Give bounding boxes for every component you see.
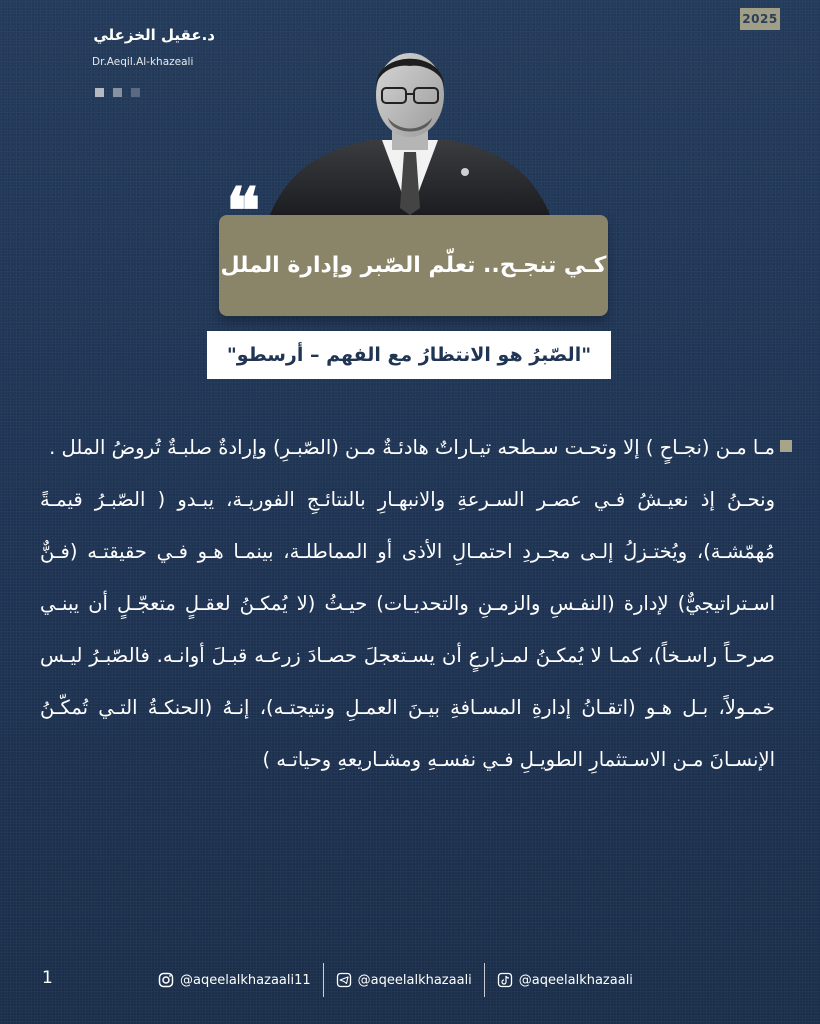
instagram-icon bbox=[158, 972, 174, 988]
dot bbox=[113, 88, 122, 97]
tiktok-handle: @aqeelalkhazaali bbox=[518, 972, 633, 988]
tiktok-icon bbox=[497, 972, 513, 988]
body-paragraph-1: مـا مـن (نجـاحٍ ) إلا وتحـت سـطحه تيـاراتٌ هادئـةٌ مـن (الصّبـرِ) وإرادةٌ صلبـةٌ تُروضُ الملل . bbox=[49, 436, 775, 459]
title-banner bbox=[219, 215, 608, 316]
instagram-link[interactable] bbox=[158, 972, 311, 988]
dot bbox=[131, 88, 140, 97]
author-name-arabic: د.عقيل الخزعلي bbox=[93, 26, 215, 44]
article-title: كـي تنجـح.. تعلّم الصّبر وإدارة الملل bbox=[220, 253, 607, 278]
instagram-handle: @aqeelalkhazaali11 bbox=[180, 972, 311, 988]
tiktok-link[interactable] bbox=[497, 972, 633, 988]
divider bbox=[484, 963, 485, 997]
author-portrait bbox=[270, 40, 550, 220]
decorative-dots bbox=[95, 88, 140, 97]
social-links bbox=[158, 962, 678, 998]
telegram-link[interactable] bbox=[336, 972, 472, 988]
divider bbox=[323, 963, 324, 997]
dot bbox=[95, 88, 104, 97]
aristotle-quote: "الصّبرُ هو الانتظارُ مع الفهم – أرسطو" bbox=[207, 331, 611, 379]
year-badge: 2025 bbox=[740, 8, 780, 30]
bullet-square-icon bbox=[780, 440, 792, 452]
body-paragraph-2: ونحـنُ إذ نعيـشُ فـي عصـر السـرعةِ والانبهـارِ بالنتائـجِ الفوريـة، يبـدو ( الصّبـرُ قيمـةً مُهمّشـة)، ويُختـزلُ إلـى مجـردِ احتمـالِ الأذى أو المماطلـة، بينمـا هـو فـي حقيقتـه (فـنٌّ اسـتراتيجيٌّ) لإدارة (النفـسِ والزمـنِ والتحديـات) حيـثُ (لا يُمكـنُ لعقـلٍ متعجّـلٍ أن يبنـي صرحـاً راسـخاً)، كمـا لا يُمكـنُ لمـزارعٍ أن يسـتعجلَ حصـادَ زرعـه قبـلَ أوانـه. فالصّبـرُ ليـس خمـولاً، بـل هـو (اتقـانُ إدارةِ المسـافةِ بيـنَ العمـلِ ونتيجتـه)، إنـهُ (الحنكـةُ التـي تُمكّـنُ الإنسـانَ مـن الاسـتثمارِ الطويـلِ فـي نفسـهِ ومشـاريعهِ وحياتـه ) bbox=[40, 488, 775, 771]
article-body bbox=[40, 422, 775, 786]
author-name-english: Dr.Aeqil.Al-khazeali bbox=[92, 56, 194, 68]
telegram-icon bbox=[336, 972, 352, 988]
telegram-handle: @aqeelalkhazaali bbox=[357, 972, 472, 988]
page-number: 1 bbox=[42, 968, 53, 988]
quote-mark-icon: ❝ bbox=[226, 174, 261, 249]
